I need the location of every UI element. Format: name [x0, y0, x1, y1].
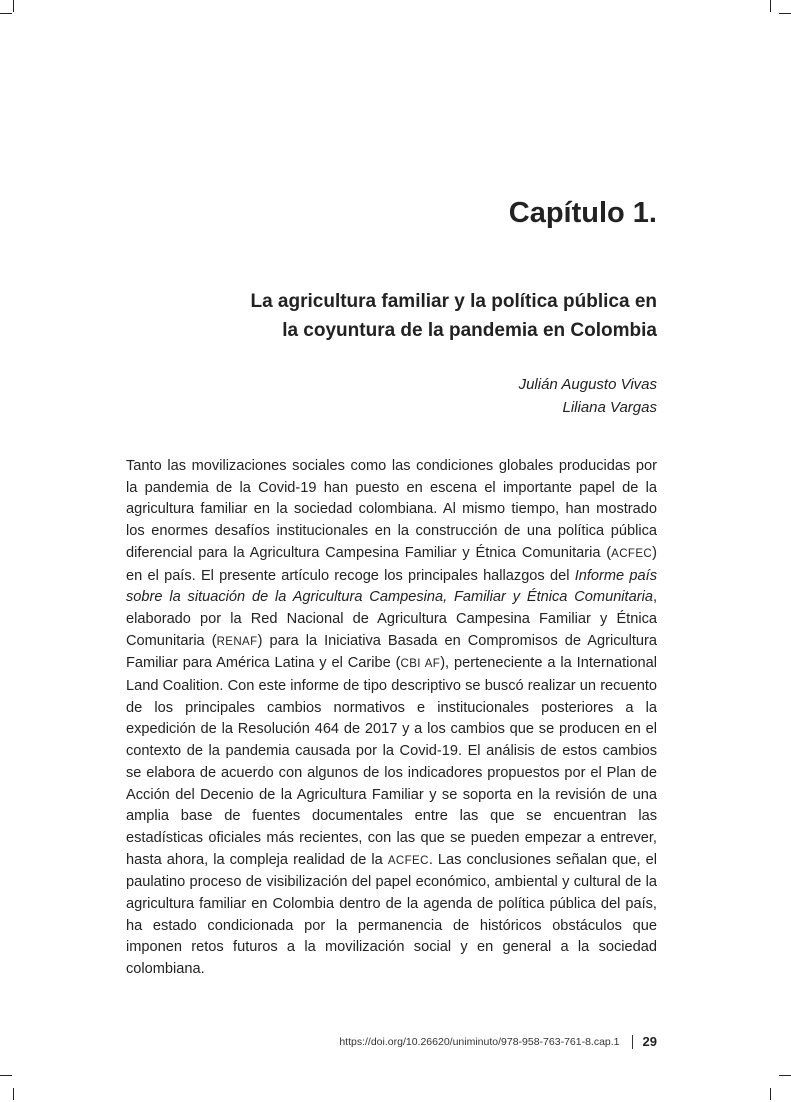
abstract-text: . Las conclusiones señalan que, el paulatino proceso de visibilización del papel económico, ambiental y cultural de la agricultura familiar en Colombia dentro de la agenda de política pública del país, ha estado condicionada por la permanencia de históricos obstáculos que imponen retos futuros a la movilización social y en general a la sociedad colombiana.	[126, 851, 657, 978]
page-footer	[339, 1034, 657, 1049]
abstract-paragraph	[126, 456, 657, 981]
page-number: 29	[642, 1034, 657, 1049]
author-name: Julián Augusto Vivas	[518, 376, 657, 393]
footer-divider	[632, 1035, 633, 1049]
abstract-text: , elaborado por la Red Nacional de Agricultura Campesina Familiar y Étnica Comunitaria (	[126, 589, 657, 649]
acronym-acfec: ACFEC	[387, 854, 429, 867]
abstract-text: Tanto las movilizaciones sociales como las condiciones globales producidas por la pandemia de la Covid-19 han puesto en escena el importante papel de la agricultura familiar en la sociedad colombiana. Al mismo tiempo, han mostrado los enormes desafíos institucionales en la construcción de una política pública diferencial para la Agricultura Campesina Familiar y Étnica Comunitaria (	[126, 458, 657, 561]
chapter-title-line-1: La agricultura familiar y la política pública en	[250, 291, 657, 312]
crop-mark-bottom-left	[13, 1088, 14, 1100]
acronym-acfec: ACFEC	[611, 547, 653, 560]
report-title: Informe país sobre la situación de la Agricultura Campesina, Familiar y Étnica Comunitaria	[126, 567, 657, 606]
acronym-cbiaf: CBI AF	[400, 658, 441, 671]
chapter-title-line-2: la coyuntura de la pandemia en Colombia	[282, 320, 657, 341]
chapter-title	[137, 287, 657, 345]
author-name: Liliana Vargas	[562, 399, 657, 416]
abstract-text: ) para la Iniciativa Basada en Compromisos de Agricultura Familiar para América Latina y el Caribe (	[126, 632, 657, 672]
chapter-heading: Capítulo 1.	[508, 197, 657, 229]
crop-mark-top-left-h	[0, 13, 12, 14]
doi-link[interactable]: https://doi.org/10.26620/uniminuto/978-958-763-761-8.cap.1	[339, 1035, 620, 1048]
acronym-renaf: RENAF	[216, 635, 258, 648]
crop-mark-bottom-right	[770, 1088, 771, 1100]
crop-mark-top-right-h	[779, 13, 791, 14]
abstract-text: ), perteneciente a la International Land Coalition. Con este informe de tipo descriptivo se buscó realizar un recuento de los principales cambios normativos e institucionales posteriores a la expedición de la Resolución 464 de 2017 y a los cambios que se producen en el contexto de la pandemia causada por la Covid-19. El análisis de estos cambios se elabora de acuerdo con algunos de los indicadores propuestos por el Plan de Acción del Decenio de la Agricultura Familiar y se soporta en la revisión de una amplia base de fuentes documentales entre las que se encuentran las estadísticas oficiales más recientes, con las que se pueden empezar a entrever, hasta ahora, la compleja realidad de la	[126, 655, 657, 868]
abstract-text: ) en el país. El presente artículo recoge los principales hallazgos del	[126, 544, 657, 584]
crop-mark-bottom-left-h	[0, 1075, 12, 1076]
author-list	[519, 373, 657, 419]
crop-mark-top-left	[13, 0, 14, 12]
crop-mark-top-right	[770, 0, 771, 12]
crop-mark-bottom-right-h	[779, 1075, 791, 1076]
